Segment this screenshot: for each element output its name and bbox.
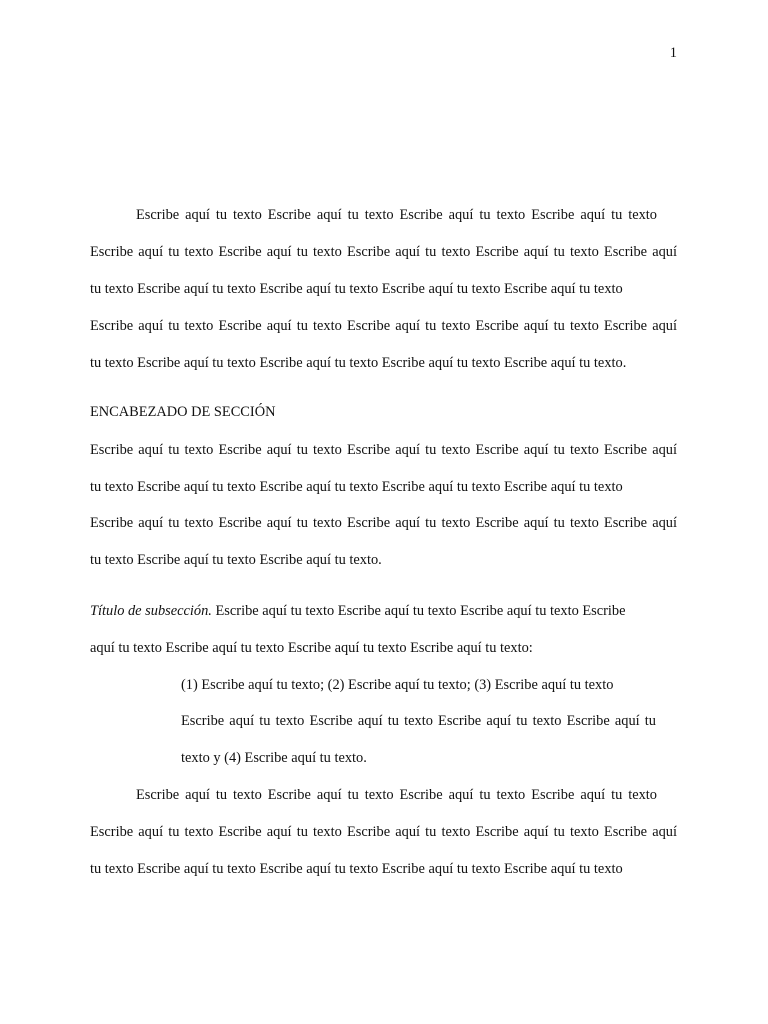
closing-paragraph-line: Escribe aquí tu texto Escribe aquí tu texto Escribe aquí tu texto Escribe aquí tu texto Escribe aquí: [90, 824, 677, 840]
list-block-line: texto y (4) Escribe aquí tu texto.: [181, 750, 367, 766]
page-number: 1: [669, 45, 677, 61]
list-block-line: Escribe aquí tu texto Escribe aquí tu texto Escribe aquí tu texto Escribe aquí tu: [181, 713, 656, 729]
intro-paragraph-line: tu texto Escribe aquí tu texto Escribe aquí tu texto Escribe aquí tu texto Escribe aquí tu texto.: [90, 355, 627, 371]
subsection-title: Título de subsección.: [90, 603, 212, 619]
closing-paragraph-line: tu texto Escribe aquí tu texto Escribe aquí tu texto Escribe aquí tu texto Escribe aquí tu texto: [90, 861, 623, 877]
section-paragraph-line: Escribe aquí tu texto Escribe aquí tu texto Escribe aquí tu texto Escribe aquí tu texto Escribe aquí: [90, 442, 677, 458]
closing-paragraph-line: Escribe aquí tu texto Escribe aquí tu texto Escribe aquí tu texto Escribe aquí tu texto: [136, 787, 657, 803]
intro-paragraph-line: Escribe aquí tu texto Escribe aquí tu texto Escribe aquí tu texto Escribe aquí tu texto Escribe aquí: [90, 318, 677, 334]
list-block-line: (1) Escribe aquí tu texto; (2) Escribe aquí tu texto; (3) Escribe aquí tu texto: [181, 677, 614, 693]
intro-paragraph-line: Escribe aquí tu texto Escribe aquí tu texto Escribe aquí tu texto Escribe aquí tu texto: [136, 207, 657, 223]
intro-paragraph-line: tu texto Escribe aquí tu texto Escribe aquí tu texto Escribe aquí tu texto Escribe aquí tu texto: [90, 281, 623, 297]
section-heading: ENCABEZADO DE SECCIÓN: [90, 404, 276, 420]
intro-paragraph-line: Escribe aquí tu texto Escribe aquí tu texto Escribe aquí tu texto Escribe aquí tu texto Escribe aquí: [90, 244, 677, 260]
section-paragraph-line: tu texto Escribe aquí tu texto Escribe aquí tu texto.: [90, 552, 382, 568]
subsection-line: aquí tu texto Escribe aquí tu texto Escribe aquí tu texto Escribe aquí tu texto:: [90, 640, 533, 656]
section-paragraph-line: tu texto Escribe aquí tu texto Escribe aquí tu texto Escribe aquí tu texto Escribe aquí tu texto: [90, 479, 623, 495]
subsection-text: Escribe aquí tu texto Escribe aquí tu texto Escribe aquí tu texto Escribe: [211, 603, 626, 619]
section-paragraph-line: Escribe aquí tu texto Escribe aquí tu texto Escribe aquí tu texto Escribe aquí tu texto Escribe aquí: [90, 515, 677, 531]
subsection-first-line: [90, 602, 626, 620]
